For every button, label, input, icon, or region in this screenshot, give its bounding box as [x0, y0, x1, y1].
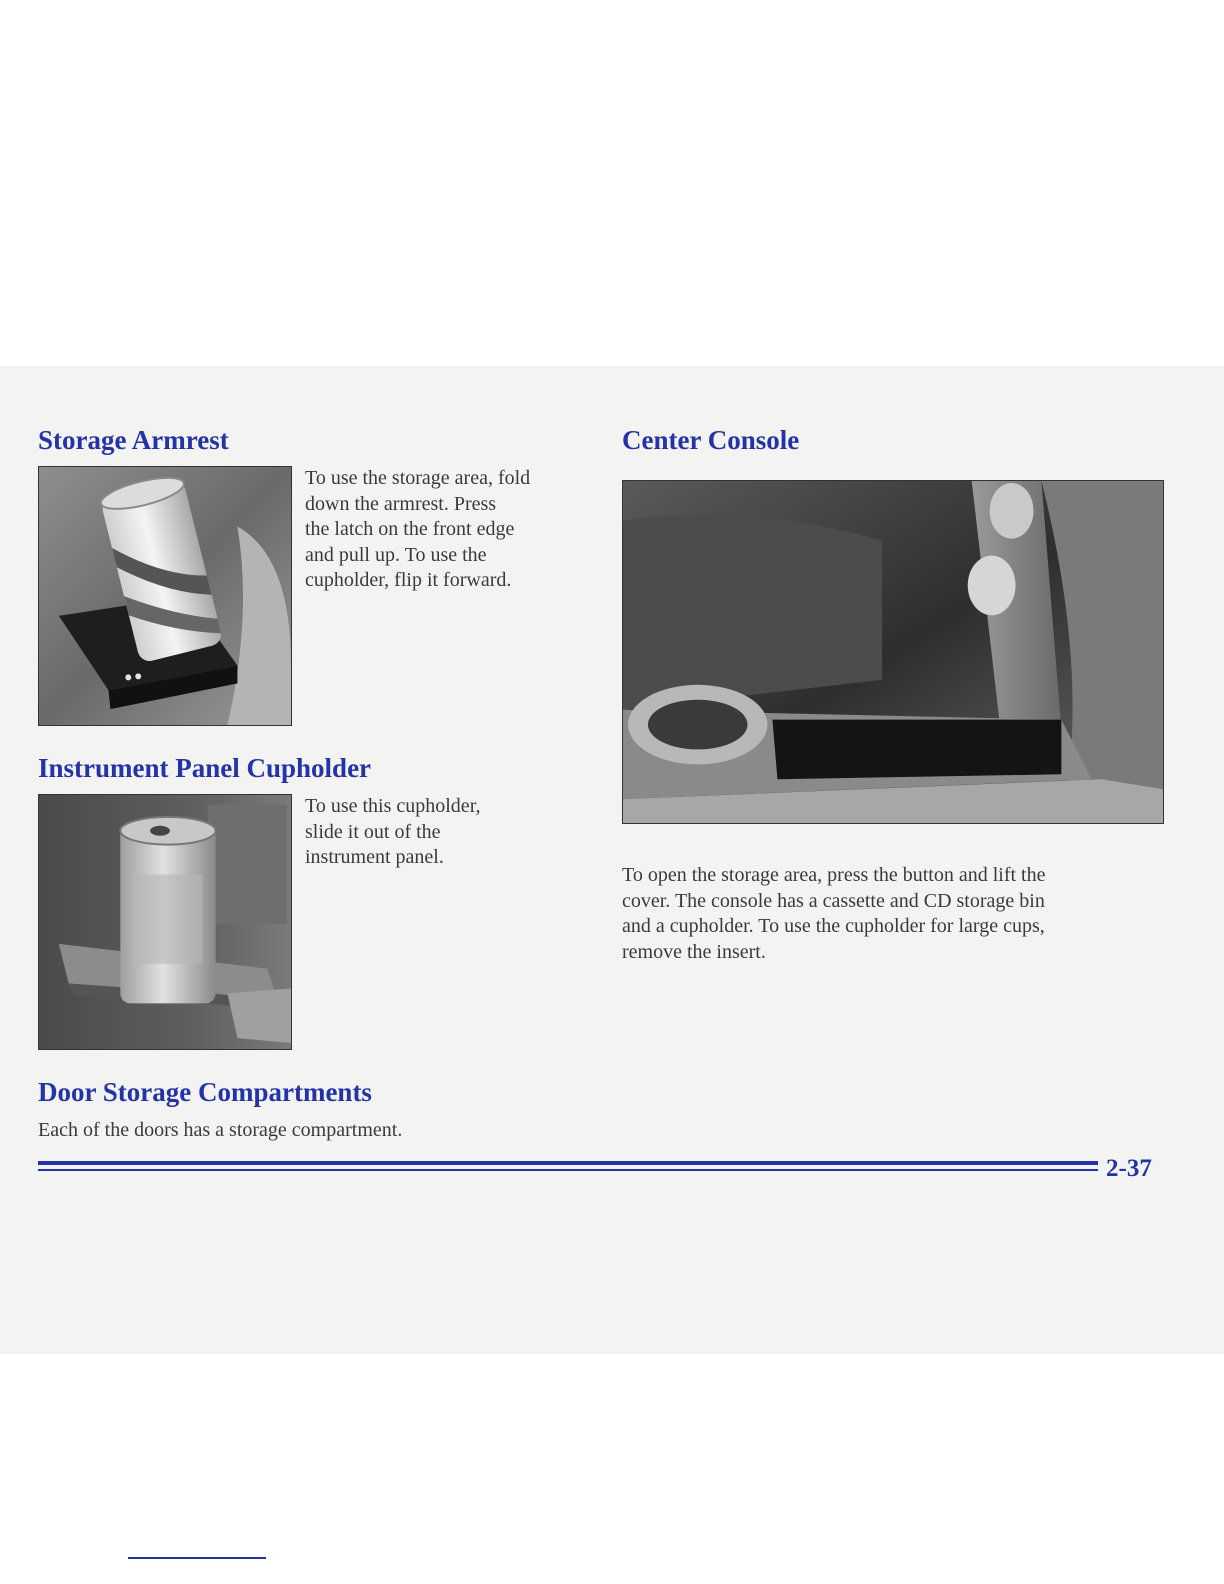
- text-line: and pull up. To use the: [305, 543, 487, 566]
- footer-rule-thick: [38, 1161, 1098, 1165]
- text-line: To use the storage area, fold: [305, 467, 531, 489]
- center-console-photo: [622, 480, 1164, 824]
- instrument-panel-cupholder-heading: Instrument Panel Cupholder: [38, 753, 372, 783]
- text-line: cupholder, flip it forward.: [305, 569, 512, 591]
- armrest-cupholder-photo: [38, 466, 292, 726]
- text-line: the latch on the front edge: [305, 518, 515, 540]
- door-storage-text: Each of the doors has a storage compartment.: [38, 1119, 403, 1141]
- text-line: To open the storage area, press the button and lift the: [622, 864, 1046, 886]
- text-line: cover. The console has a cassette and CD storage bin: [622, 889, 1045, 912]
- storage-armrest-heading: Storage Armrest: [38, 425, 229, 455]
- text-line: remove the insert.: [622, 940, 766, 963]
- page-number: 2-37: [1106, 1155, 1152, 1182]
- instrument-panel-cupholder-text: [305, 794, 481, 871]
- footer-rule-thin: [38, 1169, 1098, 1171]
- door-storage-heading: Door Storage Compartments: [38, 1077, 372, 1107]
- bottom-mark-line: [128, 1557, 266, 1559]
- center-console-heading: Center Console: [622, 425, 800, 455]
- center-console-text: [622, 863, 1045, 965]
- text-line: slide it out of the: [305, 820, 441, 843]
- instrument-panel-cupholder-photo: [38, 794, 292, 1050]
- text-line: To use this cupholder,: [305, 795, 481, 817]
- text-line: down the armrest. Press: [305, 492, 497, 515]
- text-line: and a cupholder. To use the cupholder for large cups,: [622, 915, 1045, 937]
- text-line: instrument panel.: [305, 846, 444, 868]
- storage-armrest-text: [305, 466, 530, 594]
